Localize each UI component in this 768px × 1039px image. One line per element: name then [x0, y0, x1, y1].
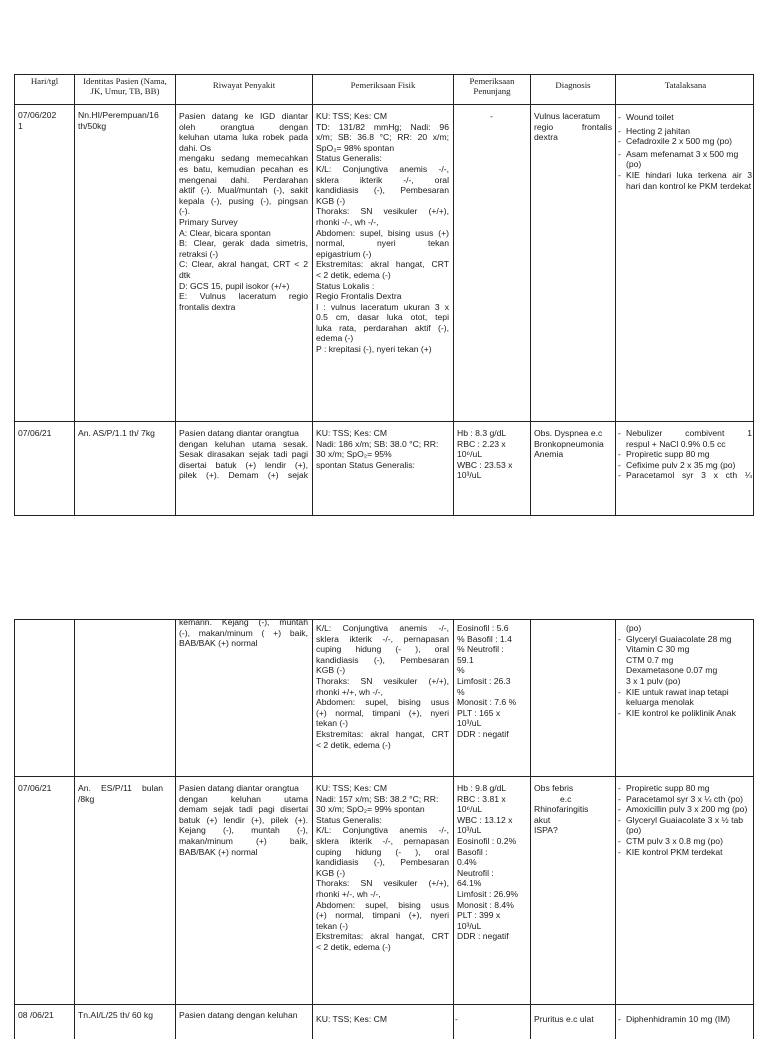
row-4-history: Pasien datang dengan keluhan [179, 1010, 298, 1020]
treatment-item: - Paracetamol syr 3 x cth ¼ [618, 470, 752, 481]
header-history: Riwayat Penyakit [212, 80, 276, 90]
treatment-item: - Cefixime pulv 2 x 35 mg (po) [618, 460, 752, 471]
row-3-diagnosis: Obs febris e.c Rhinofaringitis akut ISPA? [534, 783, 589, 836]
row-1-treatment: - Nebulizer combivent 1 respul + NaCl 0.9% 0.5 cc - Propiretic supp 80 mg - Cefixime pulv 2 x 35 mg (po) - Paracetamol syr 3 x cth ¼ [618, 428, 752, 481]
row-4-date: 08 /06/21 [18, 1010, 54, 1020]
row-2-physical-exam: K/L: Conjungtiva anemis -/-, sklera ikterik -/-, pernapasan cuping hidung (- ), oral kandidiasis (-), Pembesaran KGB (-) Thoraks: SN vesikuler (+/+), rhonki +/+, wh -/-, Abdomen: supel, bising usus (+) normal, timpani (+), nyeri tekan (-) Ekstremitas: akral hangat, CRT < 2 detik, edema (-) [316, 623, 449, 750]
header-diagnosis: Diagnosis [555, 80, 591, 90]
treatment-item: - KIE kontrol PKM terdekat [618, 847, 752, 858]
treatment-item: - Paracetamol syr 3 x ¼ cth (po) [618, 794, 752, 805]
medical-record-table-page-2 [14, 619, 754, 1039]
row-3-treatment [618, 783, 752, 857]
row-2-treatment: (po) - Glyceryl Guaiacolate 28 mg Vitamin C 30 mg CTM 0.7 mg Dexametasone 0.07 mg 3 x 1 pulv (po) - KIE untuk rawat inap tetapi keluarga menolak - KIE kontrol ke poliklinik Anak [618, 623, 752, 718]
row-4-support-exam: - [455, 1014, 458, 1024]
treatment-item: - Glyceryl Guaiacolate 28 mg [618, 634, 752, 645]
row-2-support-exam: Eosinofil : 5.6 % Basofil : 1.4 % Neutrofil : 59.1 % Limfosit : 26.3 % Monosit : 7.6 % PLT : 165 x 10³/uL DDR : negatif [457, 623, 517, 739]
row-1-physical-exam: KU: TSS; Kes: CM Nadi: 186 x/m; SB: 38.0 °C; RR: 30 x/m; SpO₂= 95% spontan Status Generalis: [316, 428, 439, 470]
row-2-history: kemarin. Kejang (-), muntah (-), makan/minum ( +) baik, BAB/BAK (+) normal [179, 617, 308, 649]
row-3-support-exam: Hb : 9.8 g/dL RBC : 3.81 x 10⁶/uL WBC : 13.12 x 10³/uL Eosinofil : 0.2% Basofil : 0.4% Neutrofil : 64.1% Limfosit : 26.9% Monosit : 8.4% PLT : 399 x 10³/uL DDR : negatif [457, 783, 519, 942]
header-support-exam: Pemeriksaan Penunjang [469, 76, 515, 97]
row-3-date: 07/06/21 [18, 783, 52, 793]
treatment-item: - Diphenhidramin 10 mg (IM) [618, 1014, 752, 1025]
treatment-item: - Glyceryl Guaiacolate 3 x ½ tab (po) [618, 815, 752, 836]
header-date: Hari/tgl [30, 76, 59, 86]
row-1-support-exam: Hb : 8.3 g/dL RBC : 2.23 x 10⁶/uL WBC : 23.53 x 10³/uL [457, 428, 513, 481]
row-1-identity: An. AS/P/1.1 th/ 7kg [78, 428, 155, 438]
header-physical-exam: Pemeriksaan Fisik [350, 80, 416, 90]
row-1-date: 07/06/21 [18, 428, 52, 438]
row-4-identity: Tn.AI/L/25 th/ 60 kg [78, 1010, 154, 1020]
treatment-item: - Cefadroxile 2 x 500 mg (po) [618, 136, 752, 147]
treatment-item: - KIE kontrol ke poliklinik Anak [618, 708, 752, 719]
row-4-diagnosis: Pruritus e.c ulat [534, 1014, 594, 1024]
treatment-item: - CTM pulv 3 x 0.8 mg (po) [618, 836, 752, 847]
treatment-item: - Hecting 2 jahitan [618, 126, 752, 137]
treatment-item: - KIE untuk rawat inap tetapi keluarga menolak [618, 687, 752, 708]
row-0-diagnosis: Vulnus laceratum regio frontalis dextra [534, 111, 612, 143]
treatment-item: - Amoxicillin pulv 3 x 200 mg (po) [618, 804, 752, 815]
treatment-item: - Nebulizer combivent 1 [618, 428, 752, 439]
row-3-physical-exam: KU: TSS; Kes: CM Nadi: 157 x/m; SB: 38.2 °C; RR: 30 x/m; SpO₂= 99% spontan Status Generalis: K/L: Conjungtiva anemis -/-, sklera ikterik -/-, pernapasan cuping hidung (- ), oral kandidiasis (-), Pembesaran KGB (-) Thoraks: SN vesikuler (+/+), rhonki +/-, wh -/-, Abdomen: supel, bising usus (+) normal, timpani (+), nyeri tekan (-) Ekstremitas: akral hangat, CRT < 2 detik, edema (-) [316, 783, 449, 952]
medical-record-table-page-1 [14, 74, 754, 516]
row-0-support-exam: - [490, 111, 493, 121]
row-1-diagnosis: Obs. Dyspnea e.c Bronkopneumonia Anemia [534, 428, 604, 460]
row-3-history: Pasien datang diantar orangtua dengan keluhan utama demam sejak tadi pagi disertai batuk (+) lendir (+), pilek (+). Kejang (-), muntah (-), makan/minum (+) baik, BAB/BAK (+) normal [179, 783, 308, 857]
row-0-treatment [618, 112, 752, 191]
row-4-treatment [618, 1014, 752, 1025]
row-3-identity: An. ES/P/11 bulan /8kg [78, 783, 163, 804]
treatment-item: - KIE hindari luka terkena air 3 hari dan kontrol ke PKM terdekat [618, 170, 752, 191]
treatment-item: - Propiretic supp 80 mg [618, 783, 752, 794]
row-4-physical-exam: KU: TSS; Kes: CM [316, 1014, 387, 1024]
row-0-history: Pasien datang ke IGD diantar oleh orangtua dengan keluhan utama luka robek pada dahi. Os mengaku sedang memecahkan es batu, kemudian pecahan es mengenai dahi. Perdarahan aktif (-). Mual/muntah (-), sakit kepala (-), pusing (-), pingsan (-). Primary Survey A: Clear, bicara spontan B: Clear, gerak dada simetris, retraksi (-) C: Clear, akral hangat, CRT < 2 dtk D: GCS 15, pupil isokor (+/+) E: Vulnus laceratum regio frontalis dextra [179, 111, 308, 312]
treatment-item: - Asam mefenamat 3 x 500 mg (po) [618, 149, 752, 170]
treatment-item: - Wound toilet [618, 112, 752, 123]
row-1-history: Pasien datang diantar orangtua dengan keluhan utama sesak. Sesak dirasakan sejak tadi pagi disertai batuk (+) lendir (+), pilek (+). Demam (+) sejak [179, 428, 308, 481]
row-0-physical-exam: KU: TSS; Kes: CM TD: 131/82 mmHg; Nadi: 96 x/m; SB: 36.8 °C; RR: 20 x/m; SpO₂= 98% spontan Status Generalis: K/L: Conjungtiva anemis -/-, sklera ikterik -/-, oral kandidiasis (-), Pembesaran KGB (-) Thoraks: SN vesikuler (+/+), rhonki -/-, wh -/-, Abdomen: supel, bising usus (+) normal, nyeri tekan epigastrium (-) Ekstremitas: akral hangat, CRT < 2 detik, edema (-) Status Lokalis : Regio Frontalis Dextra I : vulnus laceratum ukuran 3 x 0.5 cm, dasar luka otot, tepi luka rata, perdarahan aktif (-), edema (-) P : krepitasi (-), nyeri tekan (+) [316, 111, 449, 355]
header-identity: Identitas Pasien (Nama, JK, Umur, TB, BB) [83, 76, 167, 97]
row-0-date: 07/06/202 1 [18, 110, 57, 131]
page-break-gap [0, 516, 768, 616]
row-0-identity: Nn.HI/Perempuan/16 th/50kg [78, 110, 159, 131]
header-treatment: Tatalaksana [664, 80, 707, 90]
treatment-item: - Propiretic supp 80 mg [618, 449, 752, 460]
